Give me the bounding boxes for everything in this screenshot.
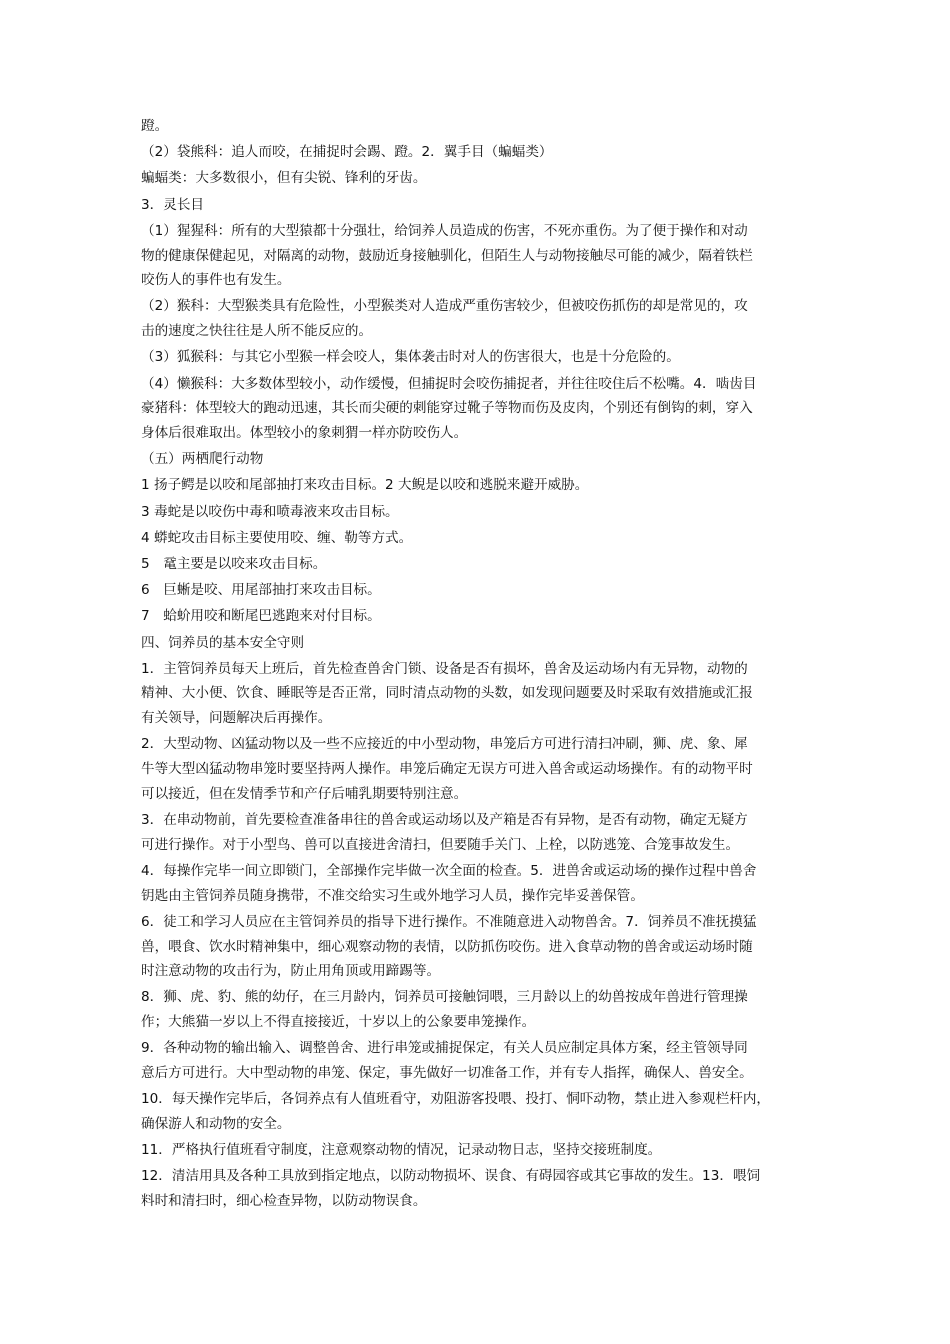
- text-line: 蝙蝠类：大多数很小，但有尖锐、锋利的牙齿。: [141, 170, 427, 187]
- text-line: 牛等大型凶猛动物串笼时要坚持两人操作。串笼后确定无误方可进入兽舍或运动场操作。有的动物平时: [141, 761, 753, 778]
- text-line: （3）狐猴科：与其它小型猴一样会咬人，集体袭击时对人的伤害很大，也是十分危险的。: [141, 349, 680, 366]
- paragraph: [141, 657, 831, 731]
- text-line: 8．狮、虎、豹、熊的幼仔，在三月龄内，饲养员可接触饲喂，三月龄以上的幼兽按成年兽进行管理操: [141, 989, 748, 1006]
- paragraph: [141, 345, 831, 370]
- text-line: 6．徒工和学习人员应在主管饲养员的指导下进行操作。不准随意进入动物兽舍。7．饲养员不准抚摸猛: [141, 913, 757, 930]
- document-body: [141, 114, 831, 1214]
- text-line: 1．主管饲养员每天上班后，首先检查兽舍门锁、设备是否有损坏，兽舍及运动场内有无异物，动物的: [141, 660, 748, 677]
- paragraph: [141, 808, 831, 857]
- text-line: 精神、大小便、饮食、睡眠等是否正常，同时清点动物的头数，如发现问题要及时采取有效措施或汇报: [141, 685, 753, 702]
- paragraph: [141, 859, 831, 908]
- text-line: （2）袋熊科：追人而咬，在捕捉时会踢、蹬。2．翼手目（蝙蝠类）: [141, 144, 553, 161]
- text-line: 4 蟒蛇攻击目标主要使用咬、缠、勒等方式。: [141, 529, 413, 546]
- paragraph: [141, 578, 831, 603]
- text-line: 蹬。: [141, 118, 169, 134]
- text-line: 可进行操作。对于小型鸟、兽可以直接进舍清扫，但要随手关门、上栓，以防逃笼、合笼事故发生。: [141, 836, 740, 853]
- paragraph: [141, 604, 831, 629]
- paragraph: [141, 372, 831, 446]
- text-line: 9．各种动物的输出输入、调整兽舍、进行串笼或捕捉保定，有关人员应制定具体方案，经主管领导同: [141, 1040, 748, 1057]
- text-line: 6 巨蜥是咬、用尾部抽打来攻击目标。: [141, 582, 381, 599]
- text-line: 咬伤人的事件也有发生。: [141, 272, 291, 289]
- paragraph: [141, 166, 831, 191]
- text-line: （1）猩猩科：所有的大型猿都十分强壮，给饲养人员造成的伤害，不死亦重伤。为了便于操作和对动: [141, 222, 748, 239]
- text-line: 3．灵长目: [141, 196, 205, 213]
- paragraph: [141, 552, 831, 577]
- paragraph: [141, 447, 831, 472]
- text-line: 作；大熊猫一岁以上不得直接接近，十岁以上的公象要串笼操作。: [141, 1014, 536, 1031]
- paragraph: [141, 1087, 831, 1136]
- paragraph: [141, 732, 831, 806]
- paragraph: [141, 985, 831, 1034]
- text-line: 有关领导，问题解决后再操作。: [141, 710, 332, 727]
- paragraph: [141, 140, 831, 165]
- text-line: 12．清洁用具及各种工具放到指定地点，以防动物损坏、误食、有碍园容或其它事故的发生。13．喂饲: [141, 1168, 761, 1185]
- text-line: 钥匙由主管饲养员随身携带，不准交给实习生或外地学习人员，操作完毕妥善保管。: [141, 887, 644, 904]
- text-line: 兽，喂食、饮水时精神集中，细心观察动物的表情，以防抓伤咬伤。进入食草动物的兽舍或运动场时随: [141, 938, 753, 955]
- text-line: 1 扬子鳄是以咬和尾部抽打来攻击目标。2 大鲵是以咬和逃脱来避开威胁。: [141, 477, 589, 494]
- text-line: 四、饲养员的基本安全守则: [141, 634, 305, 651]
- text-line: 10．每天操作完毕后，各饲养点有人值班看守，劝阻游客投喂、投打、恫吓动物，禁止进入参观栏杆内，: [141, 1091, 771, 1108]
- text-line: 时注意动物的攻击行为，防止用角顶或用蹄踢等。: [141, 963, 441, 980]
- text-line: 3 毒蛇是以咬伤中毒和喷毒液来攻击目标。: [141, 503, 399, 520]
- text-line: 4．每操作完毕一间立即锁门，全部操作完毕做一次全面的检查。5．进兽舍或运动场的操作过程中兽舍: [141, 862, 757, 879]
- text-line: 意后方可进行。大中型动物的串笼、保定，事先做好一切准备工作，并有专人指挥，确保人、兽安全。: [141, 1065, 753, 1082]
- paragraph: [141, 1164, 831, 1213]
- paragraph: [141, 114, 831, 139]
- text-line: 料时和清扫时，细心检查异物，以防动物误食。: [141, 1193, 427, 1210]
- paragraph: [141, 193, 831, 218]
- text-line: 11．严格执行值班看守制度，注意观察动物的情况，记录动物日志，坚持交接班制度。: [141, 1142, 662, 1159]
- paragraph: [141, 1036, 831, 1085]
- text-line: （五）两栖爬行动物: [141, 451, 264, 468]
- paragraph: [141, 1138, 831, 1163]
- text-line: 7 蛤蚧用咬和断尾巴逃跑来对付目标。: [141, 608, 381, 625]
- text-line: 3．在串动物前，首先要检查准备串往的兽舍或运动场以及产箱是否有异物，是否有动物，确定无疑方: [141, 811, 748, 828]
- text-line: 击的速度之快往往是人所不能反应的。: [141, 323, 373, 340]
- text-line: 5 鼋主要是以咬来攻击目标。: [141, 555, 327, 572]
- paragraph: [141, 500, 831, 525]
- text-line: 确保游人和动物的安全。: [141, 1115, 291, 1132]
- text-line: 豪猪科：体型较大的跑动迅速，其长而尖硬的刺能穿过靴子等物而伤及皮肉，个别还有倒钩的刺，穿入: [141, 400, 753, 417]
- text-line: 物的健康保健起见，对隔离的动物，鼓励近身接触驯化，但陌生人与动物接触尽可能的减少，隔着铁栏: [141, 247, 753, 264]
- paragraph: [141, 473, 831, 498]
- paragraph: [141, 526, 831, 551]
- text-line: 可以接近，但在发情季节和产仔后哺乳期要特别注意。: [141, 785, 468, 802]
- text-line: 2．大型动物、凶猛动物以及一些不应接近的中小型动物，串笼后方可进行清扫冲刷，狮、虎、象、犀: [141, 736, 748, 753]
- text-line: （2）猴科：大型猴类具有危险性，小型猴类对人造成严重伤害较少，但被咬伤抓伤的却是常见的，攻: [141, 298, 748, 315]
- paragraph: [141, 910, 831, 984]
- text-line: 身体后很难取出。体型较小的象刺猬一样亦防咬伤人。: [141, 424, 468, 441]
- paragraph: [141, 631, 831, 656]
- paragraph: [141, 294, 831, 343]
- paragraph: [141, 219, 831, 293]
- text-line: （4）懒猴科：大多数体型较小，动作缓慢，但捕捉时会咬伤捕捉者，并往往咬住后不松嘴。4．啮齿目: [141, 375, 757, 392]
